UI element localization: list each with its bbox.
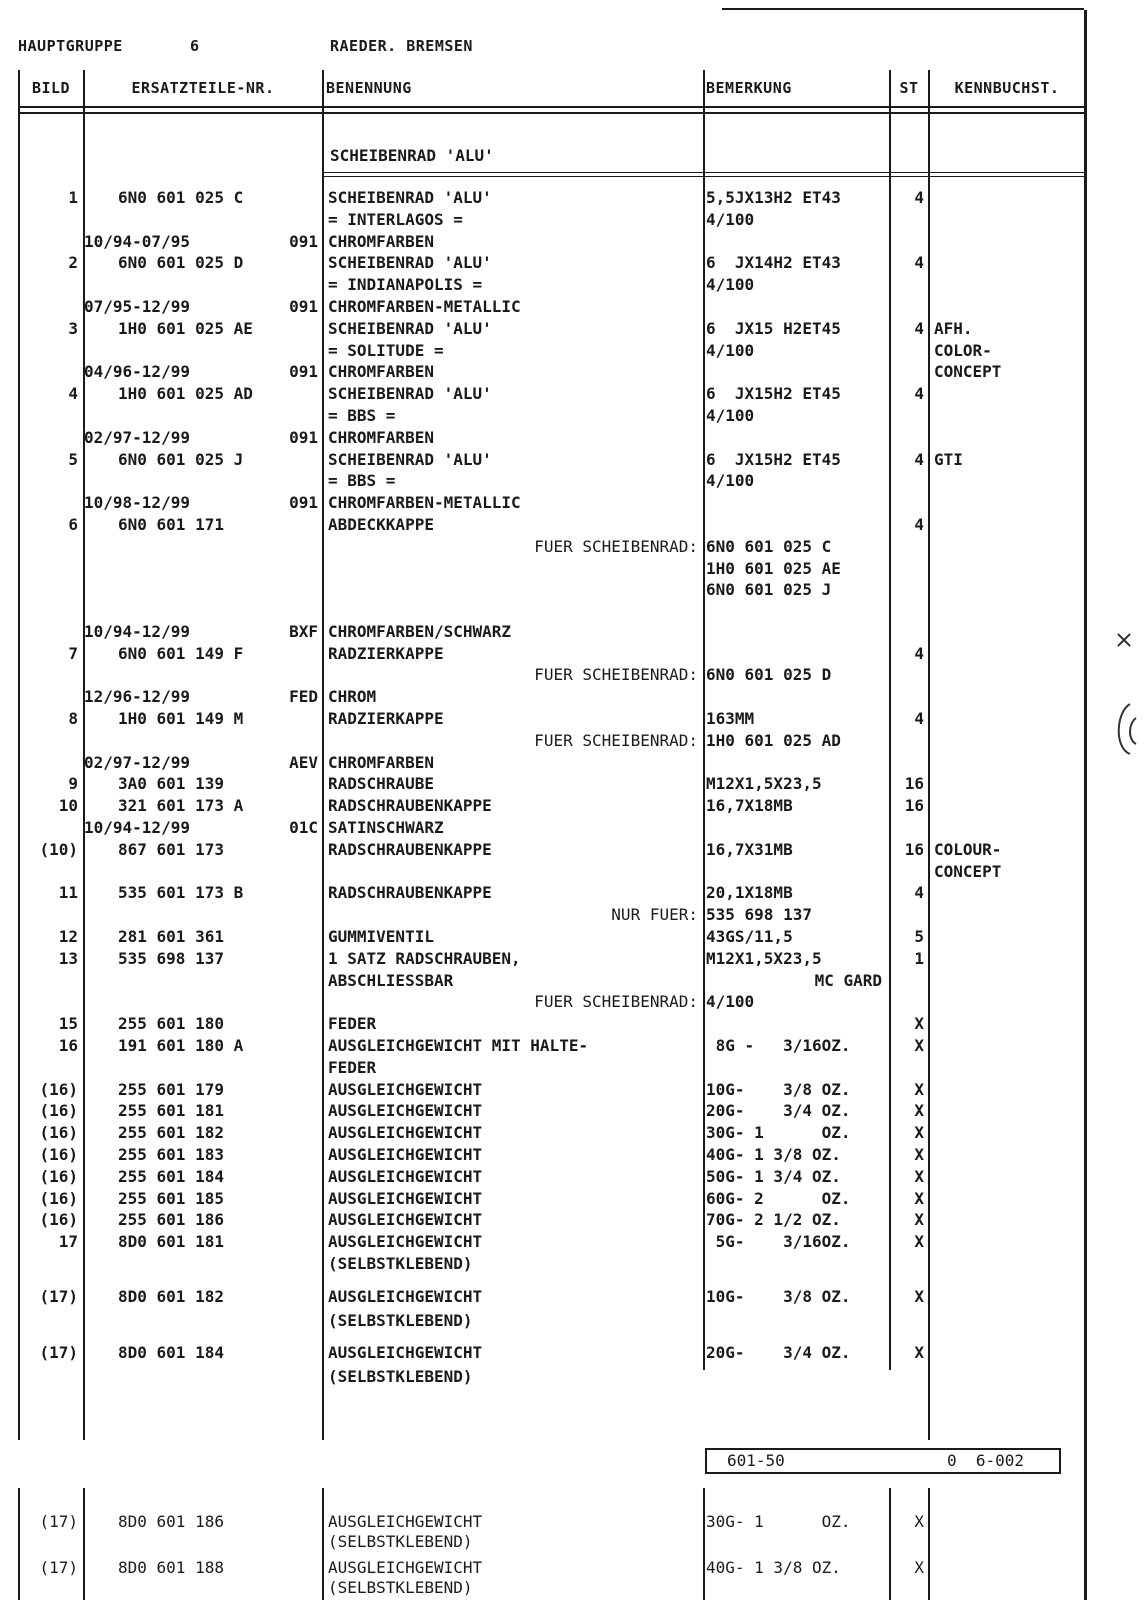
row-bild: 15	[58, 1014, 78, 1034]
row-remark: 70G- 2 1/2 OZ.	[706, 1210, 841, 1230]
row-remark: 16,7X31MB	[706, 839, 793, 859]
row-st: 4	[914, 643, 924, 663]
row-kennbuchst: AFH.	[934, 318, 973, 338]
row-remark: 4/100	[706, 992, 755, 1012]
row-color-code: 091	[289, 362, 318, 382]
cont-row-name: AUSGLEICHGEWICHT	[328, 1558, 483, 1577]
row-name: SATINSCHWARZ	[328, 818, 444, 838]
row-remark: 1H0 601 025 AE	[706, 558, 841, 578]
row-remark: 6N0 601 025 D	[706, 665, 832, 685]
row-name: = INTERLAGOS =	[328, 209, 463, 229]
row-part-number: 535 601 173 B	[118, 883, 244, 903]
row-name: CHROMFARBEN-METALLIC	[328, 493, 521, 513]
row-st: 4	[914, 318, 924, 338]
row-st: 1	[914, 948, 924, 968]
row-color-code: 091	[289, 231, 318, 251]
row-remark: 6 JX15H2 ET45	[706, 449, 841, 469]
row-color-code: 091	[289, 427, 318, 447]
row-remark: 20,1X18MB	[706, 883, 793, 903]
row-name: AUSGLEICHGEWICHT	[328, 1232, 483, 1252]
row-kennbuchst: GTI	[934, 449, 963, 469]
row-name: RADSCHRAUBE	[328, 774, 434, 794]
row-part-number: 6N0 601 149 F	[118, 643, 244, 663]
row-bild: 10	[58, 796, 78, 816]
row-name: 1 SATZ RADSCHRAUBEN,	[328, 948, 521, 968]
row-st: 4	[914, 515, 924, 534]
row-bild: 1	[68, 188, 78, 207]
row-st: 4	[914, 188, 924, 207]
row-part-number: 255 601 180	[118, 1014, 224, 1034]
row-name: AUSGLEICHGEWICHT	[328, 1210, 483, 1230]
row-part-number: 255 601 185	[118, 1188, 224, 1208]
column-header-2: BENENNUNG	[326, 79, 412, 97]
row-remark: 8G - 3/16OZ.	[706, 1036, 851, 1056]
row-remark: 16,7X18MB	[706, 796, 793, 816]
col-line-right	[1084, 10, 1087, 1600]
row-bild: 5	[68, 449, 78, 469]
row-color-code: 091	[289, 493, 318, 513]
cont-col-line-2	[322, 1488, 324, 1600]
row-part-number: 6N0 601 171	[118, 515, 224, 534]
cont-row-st: X	[914, 1512, 924, 1531]
row-st: 16	[904, 839, 924, 859]
row-bild: (10)	[39, 839, 78, 859]
row-name: AUSGLEICHGEWICHT	[328, 1286, 483, 1306]
row-name: ABSCHLIESSBAR	[328, 970, 454, 990]
row-part-number: 867 601 173	[118, 839, 224, 859]
cont-row-remark: 40G- 1 3/8 OZ.	[706, 1558, 841, 1577]
row-part-number: 8D0 601 182	[118, 1286, 224, 1306]
row-remark: 10G- 3/8 OZ.	[706, 1079, 851, 1099]
section-title: SCHEIBENRAD 'ALU'	[330, 146, 494, 165]
row-kennbuchst: CONCEPT	[934, 362, 1002, 382]
row-remark: 40G- 1 3/8 OZ.	[706, 1145, 841, 1165]
row-bild: 8	[68, 709, 78, 729]
row-remark: 535 698 137	[706, 905, 812, 925]
row-remark: 4/100	[706, 471, 755, 491]
row-remark: 4/100	[706, 406, 755, 425]
row-name: = SOLITUDE =	[328, 340, 444, 360]
row-remark: 6N0 601 025 C	[706, 536, 832, 556]
row-part-number: 255 601 181	[118, 1101, 224, 1121]
row-remark: 6 JX14H2 ET43	[706, 253, 841, 273]
row-name: CHROM	[328, 687, 377, 707]
group-label: HAUPTGRUPPE	[18, 37, 123, 55]
row-st: 4	[914, 883, 924, 903]
row-name: = INDIANAPOLIS =	[328, 275, 483, 295]
row-st: 4	[914, 253, 924, 273]
row-remark: 6 JX15 H2ET45	[706, 318, 841, 338]
row-part-number: 255 601 184	[118, 1166, 224, 1186]
row-bild: (16)	[39, 1145, 78, 1165]
row-bild: 17	[58, 1232, 78, 1252]
row-fuer-label: FUER SCHEIBENRAD:	[534, 665, 698, 685]
row-name: CHROMFARBEN	[328, 231, 434, 251]
row-part-number: 1H0 601 149 M	[118, 709, 244, 729]
row-st: X	[914, 1036, 924, 1056]
column-header-1: ERSATZTEILE-NR.	[131, 79, 275, 97]
row-color-code: 01C	[289, 818, 318, 838]
row-name: = BBS =	[328, 406, 396, 425]
row-name: RADSCHRAUBENKAPPE	[328, 839, 492, 859]
row-fuer-label: NUR FUER:	[611, 905, 698, 925]
row-part-number: 6N0 601 025 D	[118, 253, 244, 273]
row-st: X	[914, 1286, 924, 1306]
row-remark: 4/100	[706, 275, 755, 295]
row-remark: 4/100	[706, 209, 755, 229]
row-bild: 11	[58, 883, 78, 903]
row-part-number: 191 601 180 A	[118, 1036, 244, 1056]
row-remark: 6 JX15H2 ET45	[706, 384, 841, 404]
row-name: RADSCHRAUBENKAPPE	[328, 883, 492, 903]
col-line-3	[703, 70, 705, 1370]
header-rule-2	[18, 112, 1086, 114]
row-bild: (16)	[39, 1210, 78, 1230]
row-name: AUSGLEICHGEWICHT	[328, 1145, 483, 1165]
row-part-number: 255 601 179	[118, 1079, 224, 1099]
row-name: AUSGLEICHGEWICHT	[328, 1166, 483, 1186]
row-name: RADSCHRAUBENKAPPE	[328, 796, 492, 816]
row-name: AUSGLEICHGEWICHT MIT HALTE-	[328, 1036, 589, 1056]
row-name: CHROMFARBEN	[328, 752, 434, 772]
row-part-number: 6N0 601 025 C	[118, 188, 244, 207]
row-name: CHROMFARBEN-METALLIC	[328, 297, 521, 316]
row-st: 16	[904, 796, 924, 816]
row-bild: (16)	[39, 1166, 78, 1186]
cont-row-st: X	[914, 1558, 924, 1577]
row-remark: 43GS/11,5	[706, 927, 793, 947]
row-remark: 60G- 2 OZ.	[706, 1188, 851, 1208]
row-color-code: BXF	[289, 621, 318, 641]
row-kennbuchst: COLOR-	[934, 340, 992, 360]
row-kennbuchst: COLOUR-	[934, 839, 1002, 859]
row-st: X	[914, 1079, 924, 1099]
row-color-code: FED	[289, 687, 318, 707]
row-st: X	[914, 1166, 924, 1186]
row-fuer-label: FUER SCHEIBENRAD:	[534, 536, 698, 556]
page-ref-right: 0 6-002	[947, 1451, 1025, 1470]
row-part-number: 1H0 601 025 AD	[118, 384, 253, 404]
row-name: AUSGLEICHGEWICHT	[328, 1343, 483, 1363]
row-color-code: 091	[289, 297, 318, 316]
row-part-number: 8D0 601 184	[118, 1343, 224, 1363]
row-name: (SELBSTKLEBEND)	[328, 1254, 473, 1274]
row-name: (SELBSTKLEBEND)	[328, 1367, 473, 1387]
page-ref-left: 601-50	[727, 1451, 785, 1470]
row-remark: 20G- 3/4 OZ.	[706, 1101, 851, 1121]
row-bild: 6	[68, 515, 78, 534]
cont-col-line-4	[889, 1488, 891, 1600]
row-fuer-label: FUER SCHEIBENRAD:	[534, 730, 698, 750]
row-kennbuchst: CONCEPT	[934, 861, 1002, 881]
row-name: SCHEIBENRAD 'ALU'	[328, 449, 492, 469]
top-rule	[722, 8, 1084, 10]
cont-row-remark: 30G- 1 OZ.	[706, 1512, 851, 1531]
row-st: 4	[914, 449, 924, 469]
row-remark: 4/100	[706, 340, 755, 360]
row-part-number: 321 601 173 A	[118, 796, 244, 816]
row-name: SCHEIBENRAD 'ALU'	[328, 253, 492, 273]
row-remark: M12X1,5X23,5	[706, 948, 822, 968]
row-st: X	[914, 1188, 924, 1208]
margin-scribble-icon	[1090, 620, 1144, 780]
row-bild: 4	[68, 384, 78, 404]
row-st: X	[914, 1123, 924, 1143]
row-name: FEDER	[328, 1057, 377, 1077]
cont-row-part-number: 8D0 601 186	[118, 1512, 224, 1531]
row-st: 4	[914, 384, 924, 404]
column-header-0: BILD	[31, 79, 71, 97]
row-part-number: 1H0 601 025 AE	[118, 318, 253, 338]
row-name: RADZIERKAPPE	[328, 643, 444, 663]
column-header-4: ST	[899, 79, 919, 97]
row-date-range: 10/94-12/99	[84, 621, 190, 641]
cont-row-name: AUSGLEICHGEWICHT	[328, 1512, 483, 1531]
cont-row-name: (SELBSTKLEBEND)	[328, 1532, 473, 1551]
row-remark: 5,5JX13H2 ET43	[706, 188, 841, 207]
row-st: 16	[904, 774, 924, 794]
column-header-5: KENNBUCHST.	[954, 79, 1060, 97]
row-bild: (16)	[39, 1101, 78, 1121]
row-remark: 5G- 3/16OZ.	[706, 1232, 851, 1252]
row-bild: 3	[68, 318, 78, 338]
row-date-range: 02/97-12/99	[84, 752, 190, 772]
row-remark: 6N0 601 025 J	[706, 580, 832, 600]
row-remark: MC GARD	[814, 970, 882, 990]
row-st: X	[914, 1101, 924, 1121]
row-date-range: 10/98-12/99	[84, 493, 190, 513]
row-bild: 9	[68, 774, 78, 794]
row-name: AUSGLEICHGEWICHT	[328, 1101, 483, 1121]
row-remark: M12X1,5X23,5	[706, 774, 822, 794]
row-bild: (16)	[39, 1079, 78, 1099]
row-bild: (17)	[39, 1286, 78, 1306]
row-st: X	[914, 1232, 924, 1252]
row-date-range: 07/95-12/99	[84, 297, 190, 316]
row-name: SCHEIBENRAD 'ALU'	[328, 318, 492, 338]
row-bild: 7	[68, 643, 78, 663]
row-bild: (16)	[39, 1123, 78, 1143]
row-name: AUSGLEICHGEWICHT	[328, 1079, 483, 1099]
row-date-range: 04/96-12/99	[84, 362, 190, 382]
row-part-number: 535 698 137	[118, 948, 224, 968]
row-st: X	[914, 1210, 924, 1230]
cont-col-line-1	[83, 1488, 85, 1600]
row-remark: 10G- 3/8 OZ.	[706, 1286, 851, 1306]
row-remark: 1H0 601 025 AD	[706, 730, 841, 750]
row-st: X	[914, 1014, 924, 1034]
row-st: X	[914, 1145, 924, 1165]
row-name: ABDECKKAPPE	[328, 515, 434, 534]
row-part-number: 255 601 183	[118, 1145, 224, 1165]
cont-col-line-5	[928, 1488, 930, 1600]
row-date-range: 12/96-12/99	[84, 687, 190, 707]
row-name: AUSGLEICHGEWICHT	[328, 1188, 483, 1208]
row-bild: 12	[58, 927, 78, 947]
header-rule-1	[18, 106, 1086, 108]
cont-row-part-number: 8D0 601 188	[118, 1558, 224, 1577]
row-name: (SELBSTKLEBEND)	[328, 1310, 473, 1330]
row-name: CHROMFARBEN	[328, 427, 434, 447]
col-line-5	[928, 70, 930, 1440]
row-name: AUSGLEICHGEWICHT	[328, 1123, 483, 1143]
row-date-range: 02/97-12/99	[84, 427, 190, 447]
row-name: SCHEIBENRAD 'ALU'	[328, 188, 492, 207]
group-number: 6	[190, 37, 200, 55]
row-name: CHROMFARBEN	[328, 362, 434, 382]
row-bild: 2	[68, 253, 78, 273]
row-bild: (16)	[39, 1188, 78, 1208]
row-part-number: 255 601 186	[118, 1210, 224, 1230]
cont-col-line-0	[18, 1488, 20, 1600]
row-name: = BBS =	[328, 471, 396, 491]
col-line-2	[322, 70, 324, 1440]
section-rule-2	[324, 176, 1086, 177]
row-part-number: 3A0 601 139	[118, 774, 224, 794]
section-rule-1	[324, 172, 1086, 173]
row-name: CHROMFARBEN/SCHWARZ	[328, 621, 512, 641]
column-header-3: BEMERKUNG	[706, 79, 792, 97]
row-name: RADZIERKAPPE	[328, 709, 444, 729]
row-name: SCHEIBENRAD 'ALU'	[328, 384, 492, 404]
cont-row-bild: (17)	[39, 1558, 78, 1577]
group-title: RAEDER. BREMSEN	[330, 37, 473, 55]
row-fuer-label: FUER SCHEIBENRAD:	[534, 992, 698, 1012]
row-name: FEDER	[328, 1014, 377, 1034]
row-remark: 30G- 1 OZ.	[706, 1123, 851, 1143]
row-bild: 16	[58, 1036, 78, 1056]
row-name: GUMMIVENTIL	[328, 927, 434, 947]
cont-row-name: (SELBSTKLEBEND)	[328, 1578, 473, 1597]
row-remark: 50G- 1 3/4 OZ.	[706, 1166, 841, 1186]
page-reference-box	[705, 1448, 1061, 1474]
row-remark: 20G- 3/4 OZ.	[706, 1343, 851, 1363]
row-st: X	[914, 1343, 924, 1363]
row-date-range: 10/94-12/99	[84, 818, 190, 838]
row-bild: (17)	[39, 1343, 78, 1363]
cont-row-bild: (17)	[39, 1512, 78, 1531]
cont-col-line-3	[703, 1488, 705, 1600]
row-part-number: 281 601 361	[118, 927, 224, 947]
row-bild: 13	[58, 948, 78, 968]
row-date-range: 10/94-07/95	[84, 231, 190, 251]
row-remark: 163MM	[706, 709, 755, 729]
row-part-number: 6N0 601 025 J	[118, 449, 244, 469]
row-color-code: AEV	[289, 752, 318, 772]
row-st: 4	[914, 709, 924, 729]
row-part-number: 8D0 601 181	[118, 1232, 224, 1252]
row-part-number: 255 601 182	[118, 1123, 224, 1143]
row-st: 5	[914, 927, 924, 947]
